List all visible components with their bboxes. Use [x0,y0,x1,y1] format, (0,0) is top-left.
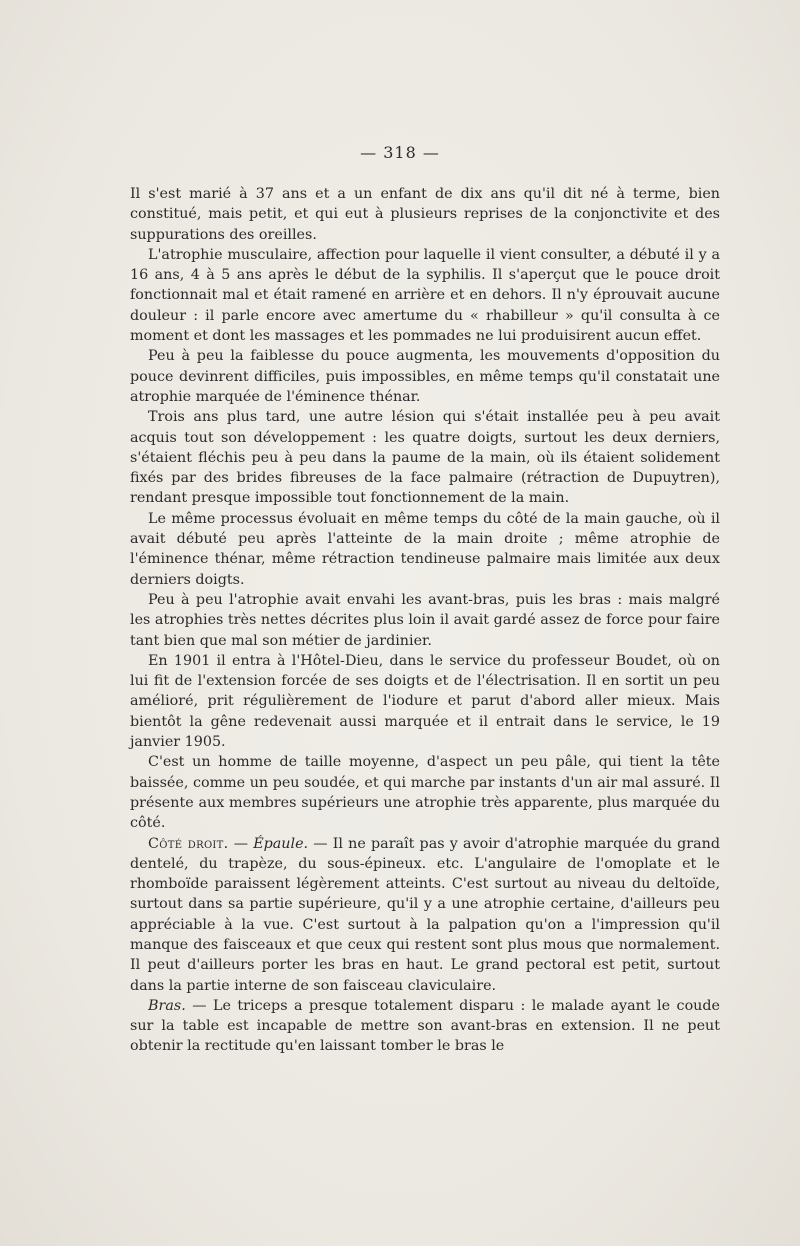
section-heading-right-side: Côté droit. [148,835,229,852]
dash-separator: — [228,835,254,852]
subheading-arm: Bras. [148,997,186,1014]
arm-description: Le triceps a presque totalement disparu : le malade ayant le coude sur la table est incapable de mettre son avant-bras en extension. Il ne peut obtenir la rectitude qu'en laissant tomber le bras le [130,997,720,1055]
dash-separator: — [185,997,213,1014]
body-text [130,184,720,1057]
paragraph-patient-aspect: C'est un homme de taille moyenne, d'aspect un peu pâle, qui tient la tête baissée, comme un peu soudée, et qui marche par instants d'un air mal assuré. Il présente aux membres supérieurs une atrophie très apparente, plus marquée du côté. [130,754,720,832]
page-number: — 318 — [360,143,440,162]
shoulder-description: Il ne paraît pas y avoir d'atrophie marquée du grand dentelé, du trapèze, du sous-épineux. etc. L'angulaire de l'omoplate et le rhomboïde paraissent légèrement atteints. C'est surtout au niveau du deltoïde, surtout dans sa partie supérieure, qu'il y a une atrophie certaine, d'ailleurs peu appréciable à la vue. C'est surtout à la palpation qu'on a l'impression qu'il manque des faisceaux et que ceux qui restent sont plus mous que normalement. Il peut d'ailleurs porter les bras en haut. Le grand pectoral est petit, surtout dans la partie interne de son faisceau claviculaire. [130,835,720,994]
paragraph-marriage: Il s'est marié à 37 ans et a un enfant de dix ans qu'il dit né à terme, bien constitué, mais petit, et qui eut à plusieurs reprises de la conjonctivite et des suppurations des oreilles. [130,186,720,243]
paragraph-right-side-shoulder [130,834,720,996]
dash-separator: — [308,835,333,852]
paragraph-thumb-weakness: Peu à peu la faiblesse du pouce augmenta, les mouvements d'opposition du pouce devinrent difficiles, puis impossibles, en même temps qu'il constatait une atrophie marquée de l'éminence thénar. [130,348,720,405]
paragraph-forearms: Peu à peu l'atrophie avait envahi les avant-bras, puis les bras : mais malgré les atrophies très nettes décrites plus loin il avait gardé assez de force pour faire tant bien que mal son métier de jardinier. [130,591,720,649]
paragraph-arm [130,996,720,1057]
paragraph-hotel-dieu: En 1901 il entra à l'Hôtel-Dieu, dans le service du professeur Boudet, où on lui fit de l'extension forcée de ses doigts et de l'électrisation. Il en sortit un peu amélioré, prit régulièrement de l'iodure et parut d'abord aller mieux. Mais bientôt la gêne redevenait aussi marquée et il entrait dans le service, le 19 janvier 1905. [130,652,720,751]
subheading-shoulder: Épaule. [253,835,309,852]
paragraph-dupuytren: Trois ans plus tard, une autre lésion qui s'était installée peu à peu avait acquis tout son développement : les quatre doigts, surtout les deux derniers, s'étaient fléchis peu à peu dans la paume de la main, où ils étaient solidement fixés par des brides fibreuses de la face palmaire (rétraction de Dupuytren), rendant presque impossible tout fonctionnement de la main. [130,409,720,507]
paragraph-left-hand: Le même processus évoluait en même temps du côté de la main gauche, où il avait débuté peu après l'atteinte de la main droite ; même atrophie de l'éminence thénar, même rétraction tendineuse palmaire mais limitée aux deux derniers doigts. [130,510,720,588]
paragraph-atrophy-onset: L'atrophie musculaire, affection pour laquelle il vient consulter, a débuté il y a 16 ans, 4 à 5 ans après le début de la syphilis. Il s'aperçut que le pouce droit fonctionnait mal et était ramené en arrière et en dehors. Il n'y éprouvait aucune douleur : il parle encore avec amertume du « rhabilleur » qu'il consulta à ce moment et dont les massages et les pommades ne lui produisirent aucun effet. [130,246,720,345]
